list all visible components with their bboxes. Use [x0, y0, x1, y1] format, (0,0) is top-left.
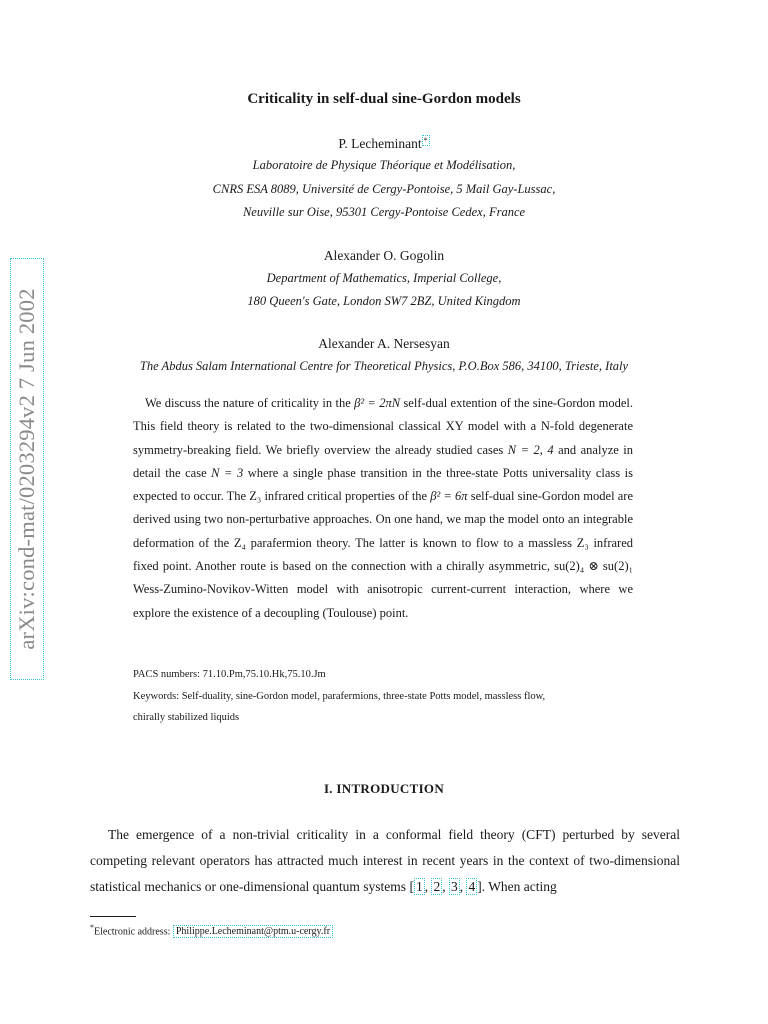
equation: β² = 6π	[430, 489, 468, 504]
keywords-line: Keywords: Self-duality, sine-Gordon model, parafermions, three-state Potts model, massless flow,	[133, 691, 546, 702]
equation: Z₃	[249, 489, 262, 504]
arxiv-identifier-link[interactable]	[10, 258, 44, 680]
email-link[interactable]: Philippe.Lecheminant@ptm.u-cergy.fr	[173, 925, 333, 938]
equation: Z₃	[576, 535, 589, 550]
citation-link[interactable]: 3	[450, 879, 458, 894]
author-1	[88, 136, 680, 152]
author-1-affiliation-line: Laboratoire de Physique Théorique et Modélisation,	[252, 158, 516, 172]
footnote-divider	[90, 916, 136, 917]
paper-title: Criticality in self-dual sine-Gordon models	[247, 91, 521, 107]
footnote-ref-link[interactable]: *	[423, 135, 428, 145]
keywords-line: chirally stabilized liquids	[133, 712, 240, 723]
equation: N = 3	[211, 465, 244, 480]
author-1-affiliation-line: Neuville sur Oise, 95301 Cergy-Pontoise Cedex, France	[242, 205, 526, 219]
author-3-name: Alexander A. Nersesyan	[318, 336, 450, 351]
pacs-numbers: PACS numbers: 71.10.Pm,75.10.Hk,75.10.Jm	[133, 669, 326, 680]
equation: Z₄	[233, 535, 246, 550]
author-2-name: Alexander O. Gogolin	[323, 248, 445, 263]
intro-paragraph: The emergence of a non-trivial criticality in a conformal field theory (CFT) perturbed by several competing relevant operators has attracted much interest in recent years in the context of two-dimensional statistical mechanics or one-dimensional quantum systems [ 1 , 2 , 3 , 4 ]. When acting	[90, 827, 680, 894]
author-2-affiliation-line: 180 Queen's Gate, London SW7 2BZ, United Kingdom	[247, 294, 521, 308]
footnote-mark: *	[90, 923, 94, 932]
footnote-label: Electronic address:	[94, 926, 173, 938]
footnote	[90, 921, 333, 939]
author-1-affiliation-line: CNRS ESA 8089, Université de Cergy-Pontoise, 5 Mail Gay-Lussac,	[212, 182, 556, 196]
citation-link[interactable]: 4	[468, 879, 476, 894]
abstract: We discuss the nature of criticality in the β² = 2πN self-dual extention of the sine-Gordon model. This field theory is related to the two-dimensional classical XY model with a N-fold degenerate symmetry-breaking field. We briefly overview the already studied cases N = 2, 4 and analyze in detail the case N = 3 where a single phase transition in the three-state Potts universality class is expected to occur. The Z₃ infrared critical properties of the β² = 6π self-dual sine-Gordon model are derived using two non-perturbative approaches. On one hand, we map the model onto an integrable deformation of the Z₄ parafermion theory. The latter is known to flow to a massless Z₃ infrared fixed point. Another route is based on the connection with a chirally asymmetric, su(2)₄ ⊗ su(2)₁ Wess-Zumino-Novikov-Witten model with anisotropic current-current interaction, where we explore the existence of a decoupling (Toulouse) point.	[133, 396, 634, 620]
equation: su(2)₄ ⊗ su(2)₁	[554, 559, 633, 574]
author-3-affiliation-line: The Abdus Salam International Centre for Theoretical Physics, P.O.Box 586, 34100, Trieste, Italy	[139, 359, 629, 373]
arxiv-identifier: arXiv:cond-mat/0203294v2 7 Jun 2002	[14, 288, 39, 650]
author-1-name: P. Lecheminant	[338, 136, 422, 151]
equation: β² = 2πN	[354, 396, 401, 410]
author-2-affiliation-line: Department of Mathematics, Imperial College,	[266, 271, 502, 285]
citation-link[interactable]: 1	[415, 879, 423, 894]
equation: N = 2, 4	[507, 442, 554, 457]
citation-link[interactable]: 2	[433, 879, 441, 894]
section-heading: I. INTRODUCTION	[323, 781, 445, 796]
